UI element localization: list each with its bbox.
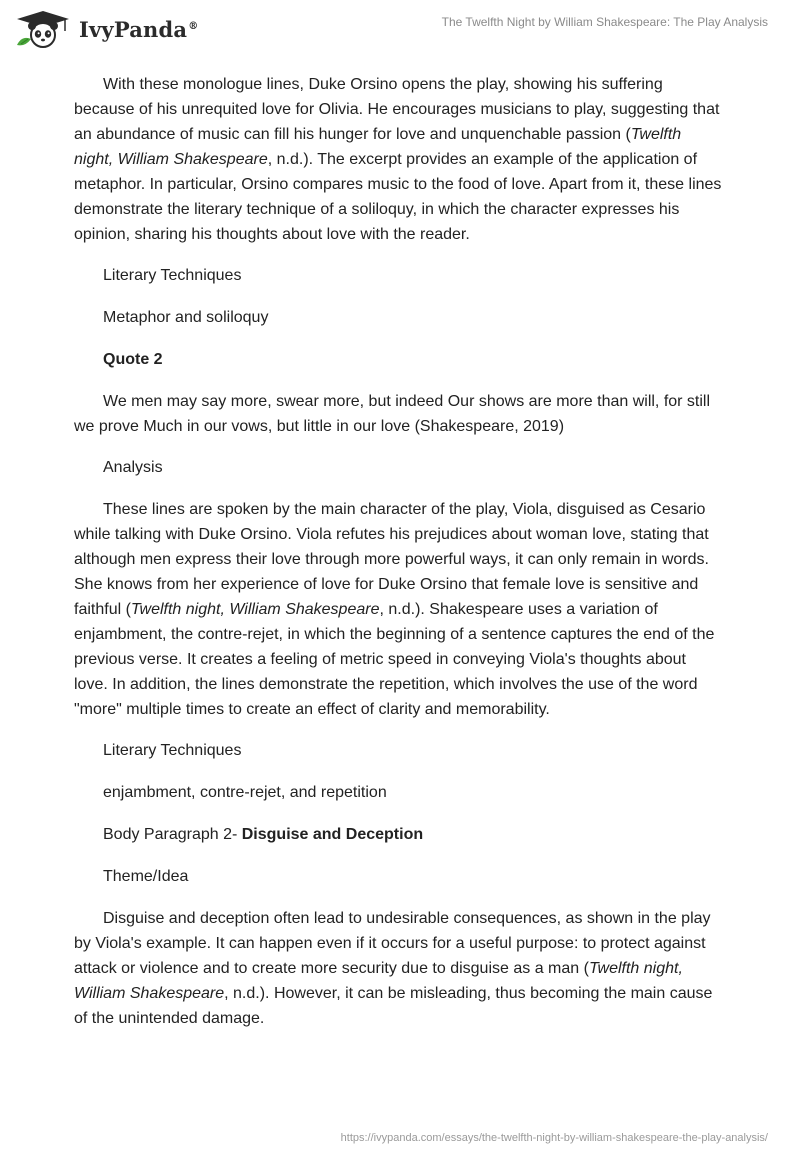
registered-mark: ® [188, 20, 199, 32]
citation-title: Twelfth night, William Shakespeare [74, 960, 683, 1002]
theme-idea-label: Theme/Idea [103, 868, 189, 885]
ivypanda-logo[interactable] [13, 9, 198, 49]
literary-techniques-value: enjambment, contre-rejet, and repetition [103, 784, 387, 801]
citation-title: Twelfth night, William Shakespeare [74, 126, 682, 168]
literary-techniques-value: Metaphor and soliloquy [103, 309, 269, 326]
panda-graduate-icon [13, 9, 73, 49]
paragraph-orsino-monologue: With these monologue lines, Duke Orsino opens the play, showing his suffering because of his unrequited love for Olivia. He encourages musicians to play, suggesting that an abundance of music can fill his hunger for love and unquenchable passion (Twelfth night, William Shakespeare, n.d.). The excerpt provides an example of the application of metaphor. In particular, Orsino compares music to the food of love. Apart from it, these lines demonstrate the literary technique of a soliloquy, in which the character expresses his opinion, sharing his thoughts about love with the reader. [74, 76, 722, 243]
brand-name: IvyPanda® [79, 16, 199, 42]
page-header [0, 0, 800, 60]
paragraph-viola-analysis: These lines are spoken by the main character of the play, Viola, disguised as Cesario while talking with Duke Orsino. Viola refutes his prejudices about woman love, stating that although men express their love through more powerful ways, it can only remain in words. She knows from her experience of love for Duke Orsino that female love is sensitive and faithful (Twelfth night, William Shakespeare, n.d.). Shakespeare uses a variation of enjambment, the contre-rejet, in which the beginning of a sentence captures the end of the previous verse. It creates a feeling of metric speed in conveying Viola's thoughts about love. In addition, the lines demonstrate the repetition, which involves the use of the word "more" multiple times to create an effect of clarity and memorability. [74, 501, 715, 718]
paragraph-disguise-deception: Disguise and deception often lead to undesirable consequences, as shown in the play by Viola's example. It can happen even if it occurs for a useful purpose: to protect against attack or violence and to create more security due to disguise as a man (Twelfth night, William Shakespeare, n.d.). However, it can be misleading, thus becoming the main cause of the unintended damage. [74, 910, 713, 1027]
body-paragraph-2-heading: Body Paragraph 2- Disguise and Deception [103, 826, 424, 843]
document-title: The Twelfth Night by William Shakespeare: The Play Analysis [441, 15, 768, 29]
document-body [74, 72, 724, 1031]
quote-2-text: We men may say more, swear more, but indeed Our shows are more than will, for still we prove Much in our vows, but little in our love (Shakespeare, 2019) [74, 393, 711, 435]
literary-techniques-label: Literary Techniques [103, 742, 242, 759]
source-url[interactable]: https://ivypanda.com/essays/the-twelfth-night-by-william-shakespeare-the-play-analysis/ [340, 1132, 768, 1144]
quote-2-heading: Quote 2 [103, 351, 163, 368]
literary-techniques-label: Literary Techniques [103, 267, 242, 284]
citation-title: Twelfth night, William Shakespeare [130, 601, 380, 618]
analysis-label: Analysis [103, 459, 163, 476]
body-paragraph-2-topic: Disguise and Deception [241, 826, 424, 843]
